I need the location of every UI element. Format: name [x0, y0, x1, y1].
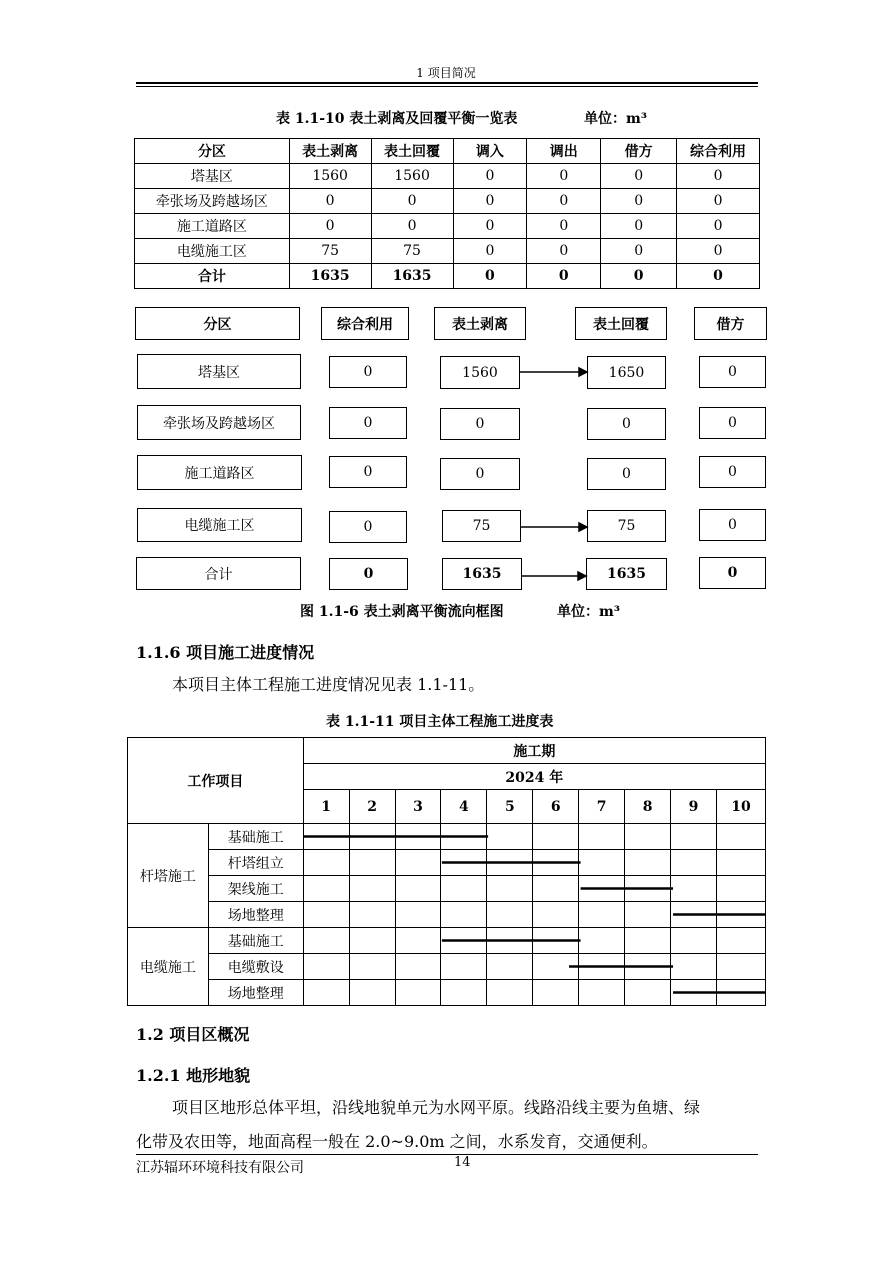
table-row [128, 954, 766, 980]
table-cell: 0 [453, 189, 527, 214]
flow-zone-box: 牵张场及跨越场区 [137, 405, 301, 440]
flow-strip-box: 0 [440, 458, 520, 490]
flow-cover-box-total: 1635 [586, 558, 667, 590]
flow-header-zone: 分区 [135, 307, 300, 340]
task-label: 基础施工 [208, 824, 303, 850]
table-cell: 1560 [289, 164, 371, 189]
table-cell: 1635 [289, 264, 371, 289]
task-label: 场地整理 [208, 980, 303, 1006]
table-cell: 0 [527, 214, 601, 239]
work-item-header: 工作项目 [128, 738, 304, 824]
arrow-head [579, 523, 587, 531]
table2-caption: 表 1.1-11 项目主体工程施工进度表 [326, 714, 554, 730]
flow-header-strip: 表土剥离 [434, 307, 526, 340]
table-cell: 0 [601, 164, 677, 189]
month-header: 10 [716, 790, 765, 824]
table-row [128, 824, 766, 850]
month-header: 4 [441, 790, 487, 824]
footer-company: 江苏辐环环境科技有限公司 [136, 1160, 304, 1176]
month-header: 7 [579, 790, 625, 824]
table-row [128, 902, 766, 928]
task-label: 场地整理 [208, 902, 303, 928]
table-cell: 0 [677, 264, 760, 289]
paragraph-line: 项目区地形总体平坦，沿线地貌单元为水网平原。线路沿线主要为鱼塘、绿 [172, 1098, 701, 1117]
flow-header-reuse: 综合利用 [321, 307, 409, 340]
table-cell: 0 [677, 164, 760, 189]
col-header: 分区 [135, 139, 290, 164]
flow-cover-box: 1650 [587, 356, 666, 389]
flow-header-cover: 表土回覆 [575, 307, 667, 340]
flow-borrow-box: 0 [699, 509, 766, 541]
table-cell: 0 [527, 239, 601, 264]
flow-borrow-box: 0 [699, 456, 766, 488]
table-cell: 0 [527, 164, 601, 189]
table-cell: 0 [371, 214, 453, 239]
month-header: 8 [625, 790, 671, 824]
col-header: 表土剥离 [289, 139, 371, 164]
table-cell: 0 [677, 214, 760, 239]
table-cell: 75 [289, 239, 371, 264]
table-cell: 牵张场及跨越场区 [135, 189, 290, 214]
table-cell: 施工道路区 [135, 214, 290, 239]
col-header: 综合利用 [677, 139, 760, 164]
table-cell: 1635 [371, 264, 453, 289]
table-cell: 0 [371, 189, 453, 214]
table-cell: 75 [371, 239, 453, 264]
figure-unit: 单位：m³ [557, 604, 620, 620]
month-header: 1 [303, 790, 349, 824]
table-cell: 0 [453, 239, 527, 264]
flow-cover-box: 0 [587, 408, 666, 440]
flow-borrow-box-total: 0 [699, 557, 766, 589]
table-cell: 0 [601, 189, 677, 214]
section-heading-1-2: 1.2 项目区概况 [136, 1025, 250, 1044]
arrow-head [579, 368, 587, 376]
period-header: 施工期 [303, 738, 765, 764]
col-header: 调入 [453, 139, 527, 164]
table-cell: 0 [453, 264, 527, 289]
flow-cover-box: 0 [587, 458, 666, 490]
figure-caption: 图 1.1-6 表土剥离平衡流向框图 [300, 604, 504, 620]
flow-strip-box: 1560 [440, 356, 520, 389]
table-cell: 0 [677, 239, 760, 264]
table-cell: 1560 [371, 164, 453, 189]
flow-cover-box: 75 [587, 510, 666, 542]
flow-zone-box: 电缆施工区 [137, 508, 302, 542]
flow-zone-box-total: 合计 [136, 557, 301, 590]
construction-schedule-table [127, 737, 766, 1006]
col-header: 调出 [527, 139, 601, 164]
table-cell: 0 [289, 214, 371, 239]
flow-reuse-box: 0 [329, 511, 407, 543]
table-row [128, 850, 766, 876]
table-cell: 塔基区 [135, 164, 290, 189]
flow-strip-box-total: 1635 [442, 558, 522, 590]
month-header: 5 [487, 790, 533, 824]
paragraph-line: 化带及农田等，地面高程一般在 2.0~9.0m 之间，水系发育，交通便利。 [136, 1132, 658, 1151]
flow-borrow-box: 0 [699, 356, 766, 388]
table-cell: 合计 [135, 264, 290, 289]
flow-header-borrow: 借方 [694, 307, 767, 340]
table-cell: 电缆施工区 [135, 239, 290, 264]
footer-rule [136, 1154, 758, 1155]
table-cell: 0 [527, 189, 601, 214]
table-row [128, 876, 766, 902]
section-heading-1-2-1: 1.2.1 地形地貌 [136, 1066, 251, 1085]
task-label: 架线施工 [208, 876, 303, 902]
section-heading-1-1-6: 1.1.6 项目施工进度情况 [136, 643, 315, 662]
group-label: 电缆施工 [128, 928, 209, 1006]
table-row [128, 928, 766, 954]
flow-reuse-box: 0 [329, 356, 407, 388]
task-label: 基础施工 [208, 928, 303, 954]
table-row [128, 980, 766, 1006]
flow-zone-box: 塔基区 [137, 354, 301, 389]
flow-reuse-box-total: 0 [329, 558, 408, 590]
table1-unit: 单位：m³ [584, 111, 647, 127]
col-header: 表土回覆 [371, 139, 453, 164]
month-header: 9 [671, 790, 717, 824]
flow-zone-box: 施工道路区 [137, 455, 302, 490]
task-label: 杆塔组立 [208, 850, 303, 876]
section-paragraph: 本项目主体工程施工进度情况见表 1.1-11。 [172, 675, 485, 694]
arrow-head [578, 572, 586, 580]
table-cell: 0 [453, 164, 527, 189]
month-header: 6 [533, 790, 579, 824]
month-header: 2 [349, 790, 395, 824]
table-cell: 0 [453, 214, 527, 239]
flow-reuse-box: 0 [329, 407, 407, 439]
flow-strip-box: 0 [440, 408, 520, 440]
col-header: 借方 [601, 139, 677, 164]
page-number: 14 [454, 1155, 471, 1170]
month-header: 3 [395, 790, 441, 824]
flow-borrow-box: 0 [699, 407, 766, 439]
table-cell: 0 [601, 239, 677, 264]
flow-reuse-box: 0 [329, 456, 407, 488]
table-cell: 0 [289, 189, 371, 214]
running-header: 1 项目简况 [416, 66, 476, 80]
table-cell: 0 [601, 214, 677, 239]
task-label: 电缆敷设 [208, 954, 303, 980]
year-header: 2024 年 [303, 764, 765, 790]
table-cell: 0 [527, 264, 601, 289]
table-cell: 0 [677, 189, 760, 214]
flow-strip-box: 75 [442, 510, 521, 542]
group-label: 杆塔施工 [128, 824, 209, 928]
table-cell: 0 [601, 264, 677, 289]
table1-caption: 表 1.1-10 表土剥离及回覆平衡一览表 [276, 111, 518, 127]
